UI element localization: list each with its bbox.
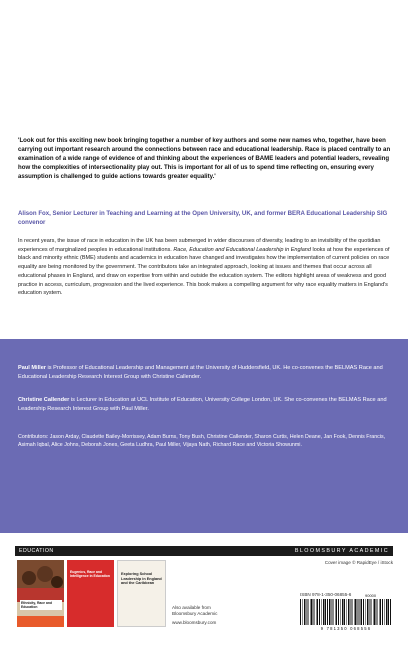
endorsement-attribution: Alison Fox, Senior Lecturer in Teaching and Learning at the Open University, UK, and former BERA Educational Leadership SIG convenor [18,210,388,226]
description-part-1: In recent years, the issue of race in education in the UK has been submerged in wider discourses of diversity, leading to an invisibility of the quotidian experiences of marginalized peoples in educational institutions. [18,238,381,253]
book-description [18,237,392,298]
contributors-list: Contributors: Jason Arday, Claudette Bailey-Morrissey, Adam Burns, Tony Bush, Christine Callender, Sharon Curtis, Helen Deane, Jan Fook, Dennis Francis, Asimah Iqbal, Alice Johns, Deborah Jones, Geeta Ludhra, Paul Miller, Vijaya Nath, Richard Race and Victoria Showunmi. [18,434,386,449]
editor-name: Paul Miller [18,365,46,371]
subject-label: EDUCATION [19,547,54,554]
also-available-note: Also available from Bloomsbury Academic [172,605,218,617]
isbn: ISBN 978-1-350-06855-6 [300,592,352,597]
endorsement-quote: 'Look out for this exciting new book bringing together a number of key authors and some new names who, together, have been carrying out important research around the connections between race and educational leadership. Race is placed centrally to an examination of a wide range of evidence of and thinking about the experiences of BAME leaders and potential leaders, revealing how the complexities of intersectionality play out. This is important for all of us to spend time reflecting on, ensuring every assumption is challenged to guide actions towards greater equality.' [18,137,391,180]
editor-bio-text: is Professor of Educational Leadership and Management at the University of Huddersfield, UK. He co-convenes the BELMAS Race and Educational Leadership Research Interest Group with Christine Callender. [18,365,383,380]
book-title-inline: Race, Education and Educational Leadership in England [173,246,311,253]
barcode-image [300,599,392,625]
related-book-title: Exploring School Leadership in England and the Caribbean [121,572,162,586]
editor-bio [18,396,392,413]
related-book-title: Ethnicity, Race and Education [20,600,62,610]
students-photo-image [17,560,64,627]
related-book-cover [17,560,64,627]
related-book-title: Eugenics, Race and Intelligence in Education [70,570,110,579]
cover-image-credit: Cover image © RapidEye / iStock [324,560,393,565]
publisher-bar [15,546,393,556]
barcode-addon: 90000 [365,593,377,598]
editor-bio [18,364,392,381]
editor-bio-text: is Lecturer in Education at UCL Institute of Education, University College London, UK. She co-convenes the BELMAS Race and Leadership Research Interest Group with Paul Miller. [18,397,387,412]
publisher-website: www.bloomsbury.com [172,620,217,625]
barcode-number: 9 781350 068556 [320,626,372,631]
related-book-cover [117,560,166,627]
related-book-cover [67,560,114,627]
publisher-name: BLOOMSBURY ACADEMIC [294,547,389,554]
description-part-2: looks at how the experiences of black and minority ethnic (BME) students and academics in education have changed and investigates how the implementation of current policies on race equality are being monitored by the government. The contributors take an integrated approach, looking at issues and themes that occur across all educational phases in England, and draw on expertise from within and outside the education system. The editors highlight areas of weakness and good practice in access, curriculum, progression and the lived experience. This book makes a compelling argument for why race equality matters in England's education system. [18,246,390,297]
editor-name: Christine Callender [18,397,70,403]
